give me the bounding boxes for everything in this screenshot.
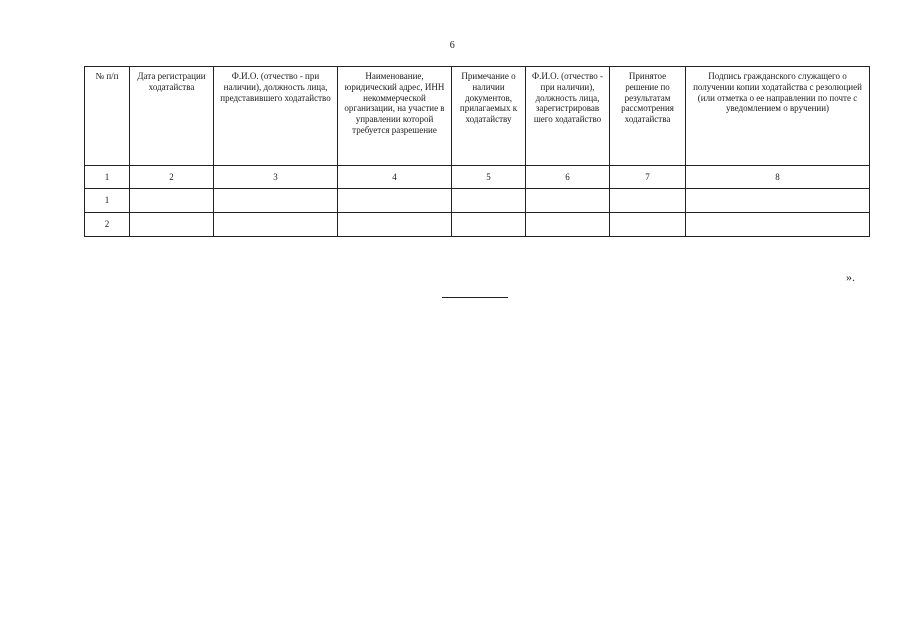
column-number: 7	[610, 166, 686, 189]
table-cell: 2	[85, 213, 130, 237]
footnote-divider	[442, 297, 508, 298]
table-cell	[526, 213, 610, 237]
column-number: 2	[130, 166, 214, 189]
table-cell	[686, 189, 870, 213]
column-number: 8	[686, 166, 870, 189]
table-cell	[610, 213, 686, 237]
table-cell	[130, 213, 214, 237]
column-number: 4	[338, 166, 452, 189]
column-header: Принятое решение по результатам рассмотрения ходатайства	[610, 67, 686, 166]
column-header: Ф.И.О. (отчество - при наличии), должность лица, зарегистрировав шего ходатайство	[526, 67, 610, 166]
column-header: Дата регистрации ходатайства	[130, 67, 214, 166]
column-numbering-row	[85, 166, 870, 189]
column-header: Подпись гражданского служащего о получении копии ходатайства с резолюцией (или отметка о ее направлении по почте с уведомлением о вручении)	[686, 67, 870, 166]
table-cell	[452, 189, 526, 213]
table-cell	[452, 213, 526, 237]
table-cell	[610, 189, 686, 213]
column-header: Наименование, юридический адрес, ИНН некоммерческой организации, на участие в управлении которой требуется разрешение	[338, 67, 452, 166]
column-header: № п/п	[85, 67, 130, 166]
table-cell: 1	[85, 189, 130, 213]
table-row	[85, 189, 870, 213]
table-cell	[130, 189, 214, 213]
table-cell	[338, 189, 452, 213]
table-cell	[526, 189, 610, 213]
column-header: Ф.И.О. (отчество - при наличии), должность лица, представившего ходатайство	[214, 67, 338, 166]
column-number: 3	[214, 166, 338, 189]
column-header: Примечание о наличии документов, прилагаемых к ходатайству	[452, 67, 526, 166]
closing-quote: ».	[846, 270, 855, 284]
table-cell	[214, 213, 338, 237]
table-cell	[338, 213, 452, 237]
table-cell	[214, 189, 338, 213]
table-row	[85, 213, 870, 237]
column-number: 1	[85, 166, 130, 189]
column-number: 6	[526, 166, 610, 189]
table-header-row	[85, 67, 870, 166]
page-number: 6	[449, 40, 456, 51]
column-number: 5	[452, 166, 526, 189]
table-cell	[686, 213, 870, 237]
registration-table	[84, 66, 870, 237]
